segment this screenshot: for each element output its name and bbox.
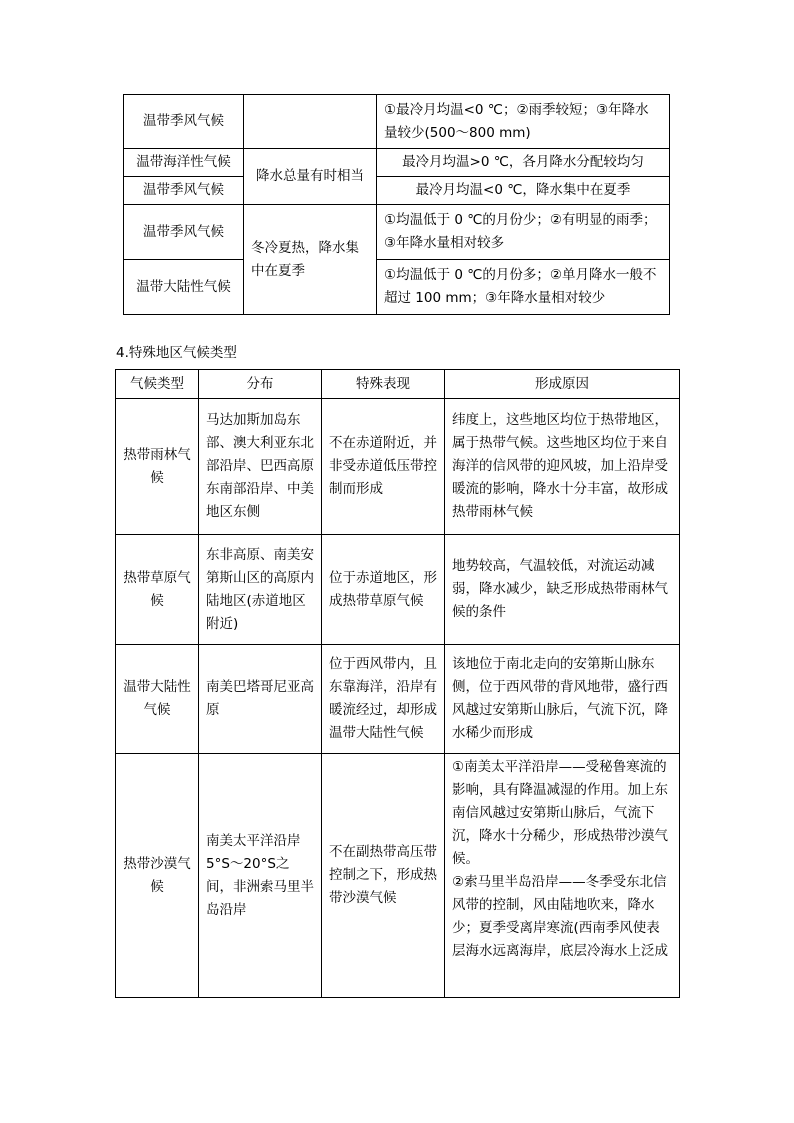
table-row: [124, 95, 670, 149]
table-row: [124, 205, 670, 260]
reason-paragraph: ①南美太平洋沿岸——受秘鲁寒流的影响，具有降温减湿的作用。加上东南信风越过安第斯山脉后，气流下沉，降水十分稀少，形成热带沙漠气候。: [452, 759, 668, 867]
reason-paragraph: ②索马里半岛沿岸——冬季受东北信风带的控制，风由陆地吹来，降水少；夏季受离岸寒流(西南季风使表层海水远离海岸，底层冷海水上泛成: [452, 874, 668, 959]
climate-type-cell: 温带海洋性气候: [124, 149, 244, 177]
distribution-cell: 南美巴塔哥尼亚高原: [199, 645, 322, 754]
table-row: [116, 399, 680, 535]
table-row: [124, 177, 670, 205]
table-row: [116, 535, 680, 645]
note-cell: [244, 95, 377, 149]
climate-type-cell: 温带季风气候: [124, 95, 244, 149]
table-row: [124, 149, 670, 177]
column-header: 分布: [199, 370, 322, 399]
table-row: [116, 754, 680, 998]
reason-cell: 纬度上，这些地区均位于热带地区，属于热带气候。这些地区均位于来自海洋的信风带的迎风坡，加上沿岸受暖流的影响，降水十分丰富，故形成热带雨林气候: [445, 399, 680, 535]
climate-comparison-table: [123, 94, 670, 315]
distribution-cell: 南美太平洋沿岸5°S～20°S之间，非洲索马里半岛沿岸: [199, 754, 322, 998]
table-row: [116, 645, 680, 754]
feature-cell: 位于赤道地区，形成热带草原气候: [322, 535, 445, 645]
feature-cell: 不在赤道附近，并非受赤道低压带控制而形成: [322, 399, 445, 535]
distribution-cell: 东非高原、南美安第斯山区的高原内陆地区(赤道地区附近): [199, 535, 322, 645]
description-cell: 最冷月均温<0 ℃，降水集中在夏季: [377, 177, 670, 205]
climate-type-cell: 温带季风气候: [124, 177, 244, 205]
section-title: 4.特殊地区气候类型: [116, 345, 237, 361]
reason-cell: 地势较高，气温较低，对流运动减弱，降水减少，缺乏形成热带雨林气候的条件: [445, 535, 680, 645]
climate-type-cell: 温带大陆性气候: [124, 260, 244, 315]
table-row: [124, 260, 670, 315]
distribution-cell: 马达加斯加岛东部、澳大利亚东北部沿岸、巴西高原东南部沿岸、中美地区东侧: [199, 399, 322, 535]
special-climate-table: [115, 369, 680, 998]
table-header-row: [116, 370, 680, 399]
reason-cell: 该地位于南北走向的安第斯山脉东侧，位于西风带的背风地带，盛行西风越过安第斯山脉后，气流下沉，降水稀少而形成: [445, 645, 680, 754]
note-cell: 冬冷夏热，降水集中在夏季: [244, 205, 377, 315]
column-header: 气候类型: [116, 370, 199, 399]
climate-type-cell: 热带草原气候: [116, 535, 199, 645]
description-cell: 最冷月均温>0 ℃，各月降水分配较均匀: [377, 149, 670, 177]
column-header: 形成原因: [445, 370, 680, 399]
description-cell: ①最冷月均温<0 ℃；②雨季较短；③年降水量较少(500～800 mm): [377, 95, 670, 149]
note-cell: 降水总量有时相当: [244, 149, 377, 205]
climate-type-cell: 温带季风气候: [124, 205, 244, 260]
description-cell: ①均温低于 0 ℃的月份少；②有明显的雨季；③年降水量相对较多: [377, 205, 670, 260]
column-header: 特殊表现: [322, 370, 445, 399]
description-cell: ①均温低于 0 ℃的月份多；②单月降水一般不超过 100 mm；③年降水量相对较少: [377, 260, 670, 315]
climate-type-cell: 热带雨林气候: [116, 399, 199, 535]
climate-type-cell: 温带大陆性气候: [116, 645, 199, 754]
reason-cell: [445, 754, 680, 998]
feature-cell: 不在副热带高压带控制之下，形成热带沙漠气候: [322, 754, 445, 998]
climate-type-cell: 热带沙漠气候: [116, 754, 199, 998]
feature-cell: 位于西风带内，且东靠海洋，沿岸有暖流经过，却形成温带大陆性气候: [322, 645, 445, 754]
